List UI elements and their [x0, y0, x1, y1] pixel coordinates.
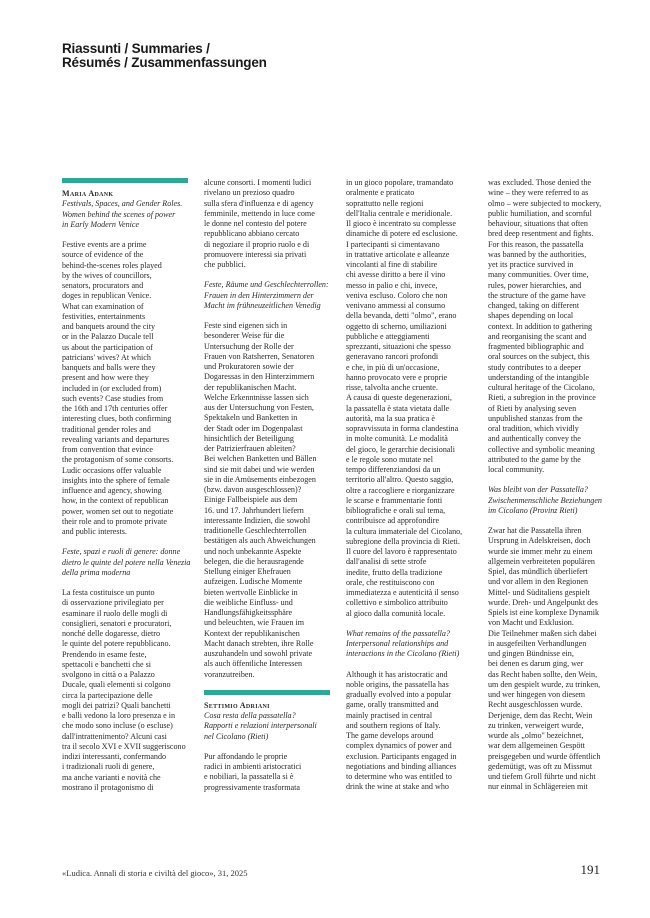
- text-line: autorità, ma la sua pratica è: [346, 413, 435, 423]
- text-line: del gioco, le gerarchie decisionali: [346, 444, 455, 454]
- text-line: und beleuchten, wie Frauen im: [204, 618, 305, 628]
- text-line: tempo differenziandosi da un: [346, 465, 441, 474]
- text-line: Spiels ist eine komplexe Dynamik: [488, 608, 600, 617]
- text-line: tra il secolo XVI e XVII suggeriscono: [62, 741, 186, 751]
- text-line: nonché delle dogaresse, dietro: [62, 629, 160, 638]
- text-line: gedemütigt, was oft zu Missmut: [488, 761, 593, 771]
- text-line: such events? Case studies from: [62, 393, 164, 403]
- text-line: le donne nel contesto del potere: [204, 219, 307, 228]
- text-line: bibliografiche e orali sul tema,: [346, 506, 446, 515]
- text-line: alcune consorti. I momenti ludici: [204, 178, 312, 187]
- text-line: the structure of the game have: [488, 290, 586, 300]
- text-line: messo in palio e chi, invece,: [346, 280, 438, 290]
- text-line: Il cuore del lavoro è rappresentato: [346, 547, 457, 556]
- text-line: dall'analisi di sette strofe: [346, 557, 427, 567]
- text-line: present and how were they: [62, 373, 149, 383]
- text-line: voranzutreiben.: [204, 669, 255, 679]
- text-line: che pubblici.: [204, 260, 246, 269]
- text-line: their role and to promote private: [62, 516, 167, 526]
- text-line: Einige Fallbeispiele aus dem: [204, 495, 298, 505]
- text-line: esaminare il ruolo delle mogli di: [62, 608, 168, 618]
- text-line: sind sie mit dabei und wie werden: [204, 464, 315, 474]
- text-line: and public interests.: [62, 527, 127, 536]
- paragraph-gap: [488, 475, 614, 485]
- text-line: Frauen von Ratsherren, Senatoren: [204, 351, 315, 361]
- paragraph-gap: [204, 270, 330, 280]
- text-line: oral sources on the subject, this: [488, 352, 590, 362]
- text-line: oggetto di scherno, umiliazioni: [346, 321, 447, 331]
- text-line: game, orally transmitted and: [346, 700, 439, 710]
- author-name: Settimio Adriani: [204, 700, 270, 710]
- text-line: und noch unbekannte Aspekte: [204, 546, 302, 556]
- text-line: le scarse e frammentarie fonti: [346, 495, 443, 505]
- text-line: source of evidence of the: [62, 250, 144, 260]
- text-line: many communities. Over time,: [488, 270, 589, 280]
- text-line: bestätigen als auch Abweichungen: [204, 536, 316, 546]
- paragraph-gap: [62, 578, 188, 588]
- text-line: was excluded. Those denied the: [488, 178, 592, 187]
- text-line: the 16th and 17th centuries offer: [62, 404, 168, 413]
- text-line: bei denen es darum ging, wer: [488, 659, 584, 669]
- text-line: indizi interessanti, confermando: [62, 752, 167, 761]
- text-line: I partecipanti si cimentavano: [346, 239, 440, 249]
- text-line: context. In addition to gathering: [488, 321, 593, 331]
- paragraph-gap: [62, 230, 188, 240]
- text-line: soprattutto nelle regioni: [346, 198, 424, 208]
- text-line: understanding of the intangible: [488, 372, 589, 382]
- text-line: the protagonism of some consorts.: [62, 455, 174, 465]
- text-line: gradually evolved into a popular: [346, 690, 452, 699]
- text-line: exclusion. Participants engaged in: [346, 751, 457, 761]
- text-line: Ursprung in Adelskreisen, doch: [488, 536, 591, 546]
- section-heading: [62, 42, 267, 70]
- text-line: unpublished stanzas from the: [488, 413, 583, 423]
- text-line: hanno provocato vere e proprie: [346, 372, 448, 382]
- text-line: local community.: [488, 465, 545, 474]
- text-line: wurde als „olmo" bezeichnet,: [488, 731, 584, 740]
- text-line: Die Teilnehmer maßen sich dabei: [488, 628, 597, 638]
- text-line: orale, che restituiscono con: [346, 577, 435, 587]
- text-line: femminile, mettendo in luce come: [204, 208, 315, 218]
- text-column-4: [488, 178, 614, 793]
- text-line: in trattative articolate e alleanze: [346, 249, 450, 259]
- text-line: traditionelle Geschlechterrollen: [204, 526, 307, 535]
- text-line: chi avesse diritto a bere il vino: [346, 270, 446, 280]
- text-line: subregione della provincia di Rieti.: [346, 536, 460, 546]
- text-line: changed, taking on different: [488, 301, 580, 310]
- text-line: dell'Italia centrale e meridionale.: [346, 208, 453, 218]
- text-line: yet its practice survived in: [488, 260, 574, 269]
- text-line: Pur affondando le proprie: [204, 751, 288, 761]
- text-line: Spiel, das mündlich überliefert: [488, 567, 588, 576]
- text-column-1: [62, 178, 191, 793]
- text-line: by the wives of councillors,: [62, 270, 152, 280]
- accent-rule: [62, 178, 188, 183]
- text-line: svolgono in città o a Palazzo: [62, 670, 155, 679]
- text-line: Recht ausgeschlossen wurde.: [488, 700, 583, 710]
- paragraph-gap: [204, 311, 330, 321]
- text-line: und tiefem Groll führte und nicht: [488, 772, 596, 781]
- text-line: Welche Erkenntnisse lassen sich: [204, 392, 309, 402]
- text-line: und gingen Bündnisse ein,: [488, 649, 574, 658]
- text-line: Mittel- und Süditaliens gespielt: [488, 587, 590, 597]
- paragraph-gap: [204, 742, 330, 752]
- text-line: territorio all'altro. Questo saggio,: [346, 475, 454, 485]
- text-line: oralmente e praticato: [346, 188, 415, 198]
- text-line: der Stadt oder im Dogenpalast: [204, 423, 303, 433]
- text-line: zu trinken, verweigert wurde,: [488, 720, 584, 730]
- author-name: Maria Adank: [62, 189, 114, 198]
- text-line: Untersuchung der Rolle der: [204, 341, 294, 351]
- text-column-3: [346, 178, 472, 793]
- paragraph-gap: [346, 619, 472, 629]
- text-line: and reorganising the scant and: [488, 331, 587, 341]
- text-line: und vor allem in den Regionen: [488, 577, 589, 587]
- text-line: and southern regions of Italy.: [346, 720, 441, 730]
- text-line: collettivo e simbolico attribuito: [346, 598, 448, 608]
- text-line: promuovere interessi sia privati: [204, 249, 307, 259]
- text-line: risse, talvolta anche cruente.: [346, 383, 438, 392]
- text-line: der Patrizierfrauen ableiten?: [204, 444, 296, 453]
- text-line: circa la partecipazione delle: [62, 690, 153, 700]
- text-line: dinamiche di potere ed esclusione.: [346, 229, 458, 239]
- text-line: complex dynamics of power and: [346, 741, 452, 751]
- text-line: insights into the sphere of female: [62, 475, 170, 485]
- text-line: war dem allgemeinen Gespött: [488, 741, 585, 751]
- text-line: power, women set out to negotiate: [62, 506, 174, 516]
- text-line: oltre a raccogliere e riorganizzare: [346, 485, 455, 495]
- text-line: banquets and balls were they: [62, 363, 156, 372]
- text-line: i tradizionali ruoli di genere,: [62, 762, 155, 772]
- text-line: belegen, die die herausragende: [204, 556, 304, 566]
- text-line: fragmented bibliographic and: [488, 342, 584, 351]
- text-line: interessante Indizien, die sowohl: [204, 515, 311, 525]
- text-line: allgemein verbreiteten populären: [488, 556, 595, 566]
- text-line: Festive events are a prime: [62, 240, 147, 249]
- text-line: rivelano un prezioso quadro: [204, 188, 295, 198]
- text-line: Stellung einiger Ehefrauen: [204, 567, 291, 576]
- text-line: mainly practised in central: [346, 710, 433, 720]
- text-line: to determine who was entitled to: [346, 772, 452, 781]
- text-line: influence and agency, showing: [62, 486, 162, 495]
- text-line: Bei welchen Banketten und Bällen: [204, 454, 317, 464]
- text-line: bred deep resentment and fights.: [488, 229, 594, 239]
- abstract-title-line: Was bleibt von der Passatella?: [488, 485, 588, 495]
- abstract-title-line: della prima moderna: [62, 567, 131, 577]
- text-line: preisgegeben und wurde öffentlich: [488, 751, 601, 761]
- text-line: Derjenige, dem das Recht, Wein: [488, 710, 593, 720]
- heading-line-1: Riassunti / Summaries /: [62, 41, 210, 56]
- text-line: consiglieri, senatori e procuratori,: [62, 618, 172, 628]
- text-line: aus der Untersuchung von Festen,: [204, 403, 314, 412]
- text-line: generavano rancori profondi: [346, 352, 439, 362]
- text-line: sulla sfera d'influenza e di agency: [204, 198, 314, 208]
- text-line: doges in republican Venice.: [62, 291, 152, 301]
- abstract-title-line: Zwischenmenschliche Beziehungen: [488, 495, 602, 505]
- text-line: spettacoli e banchetti che si: [62, 659, 151, 669]
- text-line: The game develops around: [346, 731, 434, 740]
- text-line: Zwar hat die Passatella ihren: [488, 526, 582, 535]
- text-line: or in the Palazzo Ducale tell: [62, 332, 154, 342]
- text-line: interesting clues, both confirming: [62, 414, 172, 424]
- text-line: in un gioco popolare, tramandato: [346, 178, 454, 187]
- text-line: di negoziare il proprio ruolo e di: [204, 239, 310, 249]
- text-line: und Prokuratoren sowie der: [204, 362, 294, 371]
- paragraph-gap: [488, 516, 614, 526]
- text-line: festivities, entertainments: [62, 311, 146, 321]
- text-line: Il gioco è incentrato su complesse: [346, 219, 456, 228]
- text-line: la passatella è stata vietata dalle: [346, 403, 450, 413]
- text-line: le quinte del potere repubblicano.: [62, 639, 171, 649]
- text-line: della bevanda, detti "olmo", erano: [346, 311, 457, 321]
- text-line: der republikanischen Macht.: [204, 382, 297, 392]
- text-line: bieten wertvolle Einblicke in: [204, 587, 298, 597]
- abstract-title-line: What remains of the passatella?: [346, 628, 451, 638]
- text-line: sie in die Amüsements einbezogen: [204, 474, 316, 484]
- paragraph-gap: [62, 537, 188, 547]
- text-line: als auch öffentliche Interessen: [204, 659, 303, 669]
- text-line: aufzeigen. Ludische Momente: [204, 577, 303, 587]
- text-line: in molte comunità. Le modalità: [346, 434, 448, 444]
- text-line: die weibliche Einfluss- und: [204, 597, 293, 607]
- text-line: dall'intrattenimento? Alcuni casi: [62, 731, 167, 741]
- text-line: attributed to the game by the: [488, 454, 581, 464]
- text-line: in ausgefeilten Verhandlungen: [488, 638, 587, 648]
- abstract-title-line: Rapporti e relazioni interpersonali: [204, 721, 317, 731]
- text-line: e balli vedono la loro presenza e in: [62, 711, 176, 720]
- text-line: Although it has aristocratic and: [346, 669, 448, 679]
- abstract-title-line: Festivals, Spaces, and Gender Roles.: [62, 199, 183, 209]
- text-line: inedite, frutto della tradizione: [346, 567, 443, 577]
- text-line: and banquets around the city: [62, 322, 156, 331]
- text-line: cultural heritage of the Cicolano,: [488, 383, 595, 392]
- text-line: A causa di queste degenerazioni,: [346, 393, 452, 403]
- text-column-2: [204, 178, 330, 793]
- text-line: 16. und 17. Jahrhundert liefern: [204, 505, 304, 515]
- text-line: Rieti, a subregion in the province: [488, 393, 596, 403]
- text-line: repubblicano abbiano cercato: [204, 229, 300, 239]
- text-line: revealing variants and departures: [62, 434, 170, 444]
- text-line: and authentically convey the: [488, 434, 581, 444]
- text-line: La festa costituisce un punto: [62, 588, 155, 597]
- text-line: Spektakeln und Banketten in: [204, 413, 298, 423]
- text-line: e le regole sono mutate nel: [346, 454, 433, 464]
- text-line: mogli dei patrizi? Quali banchetti: [62, 700, 171, 710]
- text-line: das Recht haben sollte, den Wein,: [488, 669, 598, 679]
- text-line: public humiliation, and scornful: [488, 208, 592, 218]
- text-line: ma anche varianti e novità che: [62, 772, 161, 782]
- text-line: radici in ambienti aristocratici: [204, 762, 302, 771]
- text-line: shapes depending on local: [488, 311, 574, 321]
- text-line: negotiations and binding alliances: [346, 761, 457, 771]
- text-line: pubbliche e atteggiamenti: [346, 331, 430, 341]
- text-line: sprezzanti, situazioni che spesso: [346, 342, 451, 351]
- text-line: rules, power hierarchies, and: [488, 280, 582, 290]
- text-line: und wer hingegen von diesem: [488, 690, 586, 699]
- text-line: olmo – were subjected to mockery,: [488, 198, 602, 208]
- text-line: senators, procurators and: [62, 281, 144, 290]
- text-line: collective and symbolic meaning: [488, 444, 595, 454]
- abstract-title-line: Cosa resta della passatella?: [204, 711, 296, 720]
- page-number: 191: [580, 862, 600, 877]
- text-line: che modo sono incluse (o escluse): [62, 721, 173, 731]
- text-line: Ludic occasions offer valuable: [62, 465, 162, 475]
- journal-citation: «Ludica. Annali di storia e civiltà del gioco», 31, 2025: [62, 868, 248, 878]
- text-line: us about the participation of: [62, 342, 153, 352]
- text-line: was banned by the authorities,: [488, 249, 587, 259]
- text-line: of Rieti by analysing seven: [488, 403, 577, 413]
- text-line: um den gespielt wurde, zu trinken,: [488, 679, 601, 689]
- text-line: wurde sie immer mehr zu einem: [488, 546, 593, 556]
- text-line: What can examination of: [62, 301, 144, 311]
- abstract-title-line: in Early Modern Venice: [62, 219, 140, 229]
- text-line: al gioco dalla comunità locale.: [346, 608, 446, 618]
- text-line: auszuhandeln und sowohl private: [204, 649, 313, 658]
- abstract-title-line: interactions in the Cicolano (Rieti): [346, 649, 460, 659]
- abstract-title-line: nel Cicolano (Rieti): [204, 731, 269, 741]
- text-line: progressivamente trasformata: [204, 782, 300, 792]
- abstract-title-line: Women behind the scenes of power: [62, 209, 176, 219]
- text-line: (bzw. davon ausgeschlossen)?: [204, 485, 302, 494]
- text-line: study contributes to a deeper: [488, 362, 582, 372]
- abstract-title-line: Feste, Räume und Geschlechterrollen:: [204, 280, 329, 290]
- abstract-title-line: Macht im frühneuzeitlichen Venedig: [204, 300, 321, 310]
- accent-rule: [204, 690, 330, 695]
- text-line: von Macht und Exklusion.: [488, 618, 574, 628]
- text-line: drink the wine at stake and who: [346, 782, 449, 792]
- text-line: Handlungsfähigkeitssphäre: [204, 608, 293, 617]
- abstract-title-line: Frauen in den Hinterzimmern der: [204, 290, 314, 300]
- text-line: Kontext der republikanischen: [204, 628, 300, 638]
- text-line: e che, in più di un'occasione,: [346, 362, 440, 372]
- text-line: veniva escluso. Coloro che non: [346, 290, 448, 300]
- text-line: sopravvissuta in forma clandestina: [346, 424, 459, 433]
- text-line: how, in the context of republican: [62, 496, 169, 506]
- text-line: vincolanti al fine di stabilire: [346, 260, 438, 269]
- abstract-title-line: Interpersonal relationships and: [346, 639, 449, 648]
- text-line: from convention that evince: [62, 445, 154, 454]
- abstract-title-line: Feste, spazi e ruoli di genere: donne: [62, 547, 181, 557]
- heading-line-2: Résumés / Zusammenfassungen: [62, 55, 267, 70]
- text-line: wurde. Dreh- und Angelpunkt des: [488, 597, 598, 607]
- text-line: oral tradition, which vividly: [488, 424, 579, 433]
- text-line: Macht danach strebten, ihre Rolle: [204, 638, 314, 648]
- text-line: hinsichtlich der Beteiligung: [204, 433, 294, 443]
- text-line: behaviour, situations that often: [488, 219, 588, 228]
- text-line: Feste sind eigenen sich in: [204, 321, 288, 330]
- text-line: patricians' wives? At which: [62, 352, 151, 362]
- text-line: la cultura immateriale del Cicolano,: [346, 526, 463, 536]
- text-line: wine – they were referred to as: [488, 188, 589, 198]
- text-line: Prendendo in esame feste,: [62, 649, 147, 659]
- text-line: noble origins, the passatella has: [346, 679, 449, 689]
- text-line: included in (or excluded from): [62, 383, 162, 393]
- text-line: immediatezza e autenticità il senso: [346, 588, 459, 597]
- text-line: mostrano il protagonismo di: [62, 782, 154, 792]
- text-line: besonderer Weise für die: [204, 331, 285, 341]
- abstract-title-line: im Cicolano (Provinz Rieti): [488, 505, 578, 515]
- text-line: venivano ammessi al consumo: [346, 301, 446, 310]
- text-line: Ducale, quali elementi si colgono: [62, 680, 171, 690]
- text-line: traditional gender roles and: [62, 424, 151, 434]
- abstract-title-line: dietro le quinte del potere nella Venezia: [62, 557, 191, 567]
- text-line: For this reason, the passatella: [488, 239, 584, 249]
- paragraph-gap: [204, 680, 330, 690]
- text-line: nur einmal in Schlägereien mit: [488, 782, 588, 792]
- text-line: contribuisce ad approfondire: [346, 516, 440, 526]
- paragraph-gap: [346, 660, 472, 670]
- text-line: di osservazione privilegiato per: [62, 598, 164, 608]
- text-line: behind-the-scenes roles played: [62, 260, 162, 270]
- text-line: e nobiliari, la passatella si è: [204, 772, 294, 782]
- text-line: Dogaressas in den Hinterzimmern: [204, 372, 315, 382]
